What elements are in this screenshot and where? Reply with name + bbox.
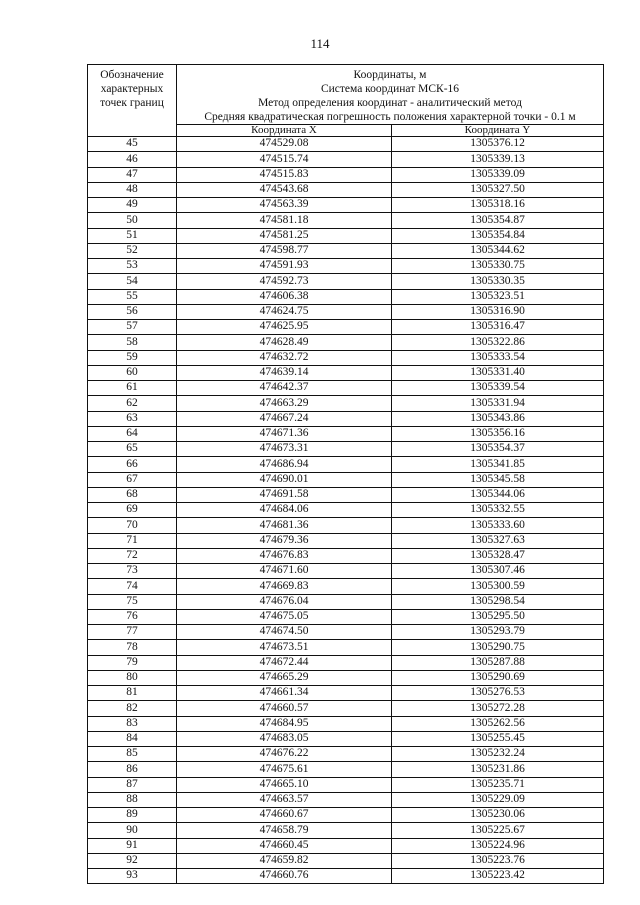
point-id-cell: 82 bbox=[88, 701, 177, 716]
table-row bbox=[88, 228, 604, 243]
table-row bbox=[88, 198, 604, 213]
coord-x-cell: 474673.31 bbox=[177, 442, 392, 457]
coord-y-cell: 1305262.56 bbox=[392, 716, 604, 731]
point-id-cell: 79 bbox=[88, 655, 177, 670]
coord-y-cell: 1305344.62 bbox=[392, 243, 604, 258]
coord-x-cell: 474676.04 bbox=[177, 594, 392, 609]
coord-x-cell: 474581.25 bbox=[177, 228, 392, 243]
points-header-label: Обозначение характерных точек границ bbox=[100, 69, 164, 109]
point-id-cell: 72 bbox=[88, 548, 177, 563]
point-id-cell: 91 bbox=[88, 838, 177, 853]
coord-x-cell: 474598.77 bbox=[177, 243, 392, 258]
coord-x-cell: 474675.61 bbox=[177, 762, 392, 777]
column-header-y: Координата Y bbox=[392, 125, 604, 137]
info-line-units: Координаты, м bbox=[353, 69, 427, 81]
coord-y-cell: 1305290.69 bbox=[392, 670, 604, 685]
table-row bbox=[88, 365, 604, 380]
table-row bbox=[88, 594, 604, 609]
coord-y-cell: 1305316.47 bbox=[392, 320, 604, 335]
table-row bbox=[88, 381, 604, 396]
point-id-cell: 68 bbox=[88, 487, 177, 502]
point-id-cell: 54 bbox=[88, 274, 177, 289]
coord-x-cell: 474673.51 bbox=[177, 640, 392, 655]
page-number: 114 bbox=[310, 36, 330, 51]
coord-x-cell: 474660.45 bbox=[177, 838, 392, 853]
point-id-cell: 75 bbox=[88, 594, 177, 609]
table-row bbox=[88, 670, 604, 685]
table-row bbox=[88, 655, 604, 670]
coord-y-cell: 1305354.87 bbox=[392, 213, 604, 228]
point-id-cell: 45 bbox=[88, 137, 177, 152]
info-line-accuracy: Средняя квадратическая погрешность положения характерной точки - 0.1 м bbox=[204, 111, 576, 123]
point-id-cell: 85 bbox=[88, 747, 177, 762]
coord-x-cell: 474665.29 bbox=[177, 670, 392, 685]
point-id-cell: 66 bbox=[88, 457, 177, 472]
coord-y-cell: 1305327.63 bbox=[392, 533, 604, 548]
point-id-cell: 83 bbox=[88, 716, 177, 731]
table-row bbox=[88, 548, 604, 563]
table-row bbox=[88, 838, 604, 853]
coord-y-cell: 1305225.67 bbox=[392, 823, 604, 838]
point-id-cell: 73 bbox=[88, 564, 177, 579]
table-row bbox=[88, 609, 604, 624]
point-id-cell: 47 bbox=[88, 167, 177, 182]
table-row bbox=[88, 762, 604, 777]
table-row bbox=[88, 808, 604, 823]
point-id-cell: 46 bbox=[88, 152, 177, 167]
coord-y-cell: 1305344.06 bbox=[392, 487, 604, 502]
point-id-cell: 52 bbox=[88, 243, 177, 258]
coord-y-cell: 1305235.71 bbox=[392, 777, 604, 792]
table-row bbox=[88, 716, 604, 731]
coord-x-cell: 474667.24 bbox=[177, 411, 392, 426]
table-row bbox=[88, 442, 604, 457]
table-row bbox=[88, 411, 604, 426]
coord-x-cell: 474679.36 bbox=[177, 533, 392, 548]
table-row bbox=[88, 869, 604, 884]
coord-x-cell: 474660.57 bbox=[177, 701, 392, 716]
coord-x-cell: 474665.10 bbox=[177, 777, 392, 792]
coord-y-cell: 1305287.88 bbox=[392, 655, 604, 670]
point-id-cell: 63 bbox=[88, 411, 177, 426]
coord-x-cell: 474684.95 bbox=[177, 716, 392, 731]
coord-x-cell: 474625.95 bbox=[177, 320, 392, 335]
coordinates-table bbox=[87, 64, 604, 884]
coord-y-cell: 1305323.51 bbox=[392, 289, 604, 304]
table-row bbox=[88, 350, 604, 365]
table-row bbox=[88, 259, 604, 274]
coord-y-cell: 1305345.58 bbox=[392, 472, 604, 487]
point-id-cell: 80 bbox=[88, 670, 177, 685]
coord-y-cell: 1305298.54 bbox=[392, 594, 604, 609]
coordinates-info-header bbox=[177, 65, 604, 125]
table-row bbox=[88, 472, 604, 487]
point-id-cell: 60 bbox=[88, 365, 177, 380]
points-column-header bbox=[88, 65, 177, 137]
coord-y-cell: 1305339.09 bbox=[392, 167, 604, 182]
point-id-cell: 88 bbox=[88, 792, 177, 807]
coord-x-cell: 474690.01 bbox=[177, 472, 392, 487]
table-row bbox=[88, 274, 604, 289]
table-row bbox=[88, 182, 604, 197]
column-header-x: Координата X bbox=[177, 125, 392, 137]
coord-y-cell: 1305255.45 bbox=[392, 731, 604, 746]
point-id-cell: 50 bbox=[88, 213, 177, 228]
point-id-cell: 49 bbox=[88, 198, 177, 213]
coord-y-cell: 1305322.86 bbox=[392, 335, 604, 350]
coord-x-cell: 474606.38 bbox=[177, 289, 392, 304]
point-id-cell: 65 bbox=[88, 442, 177, 457]
coord-x-cell: 474684.06 bbox=[177, 503, 392, 518]
coord-x-cell: 474639.14 bbox=[177, 365, 392, 380]
point-id-cell: 70 bbox=[88, 518, 177, 533]
coord-y-cell: 1305272.28 bbox=[392, 701, 604, 716]
coord-x-cell: 474660.76 bbox=[177, 869, 392, 884]
point-id-cell: 61 bbox=[88, 381, 177, 396]
coord-y-cell: 1305354.84 bbox=[392, 228, 604, 243]
coord-y-cell: 1305224.96 bbox=[392, 838, 604, 853]
coord-x-cell: 474658.79 bbox=[177, 823, 392, 838]
coord-y-cell: 1305300.59 bbox=[392, 579, 604, 594]
coord-x-cell: 474663.29 bbox=[177, 396, 392, 411]
coord-y-cell: 1305232.24 bbox=[392, 747, 604, 762]
coord-y-cell: 1305331.94 bbox=[392, 396, 604, 411]
coord-y-cell: 1305331.40 bbox=[392, 365, 604, 380]
point-id-cell: 81 bbox=[88, 686, 177, 701]
coord-x-cell: 474642.37 bbox=[177, 381, 392, 396]
coord-y-cell: 1305231.86 bbox=[392, 762, 604, 777]
coord-y-cell: 1305327.50 bbox=[392, 182, 604, 197]
table-row bbox=[88, 686, 604, 701]
point-id-cell: 55 bbox=[88, 289, 177, 304]
point-id-cell: 64 bbox=[88, 426, 177, 441]
point-id-cell: 78 bbox=[88, 640, 177, 655]
point-id-cell: 76 bbox=[88, 609, 177, 624]
point-id-cell: 86 bbox=[88, 762, 177, 777]
coord-x-cell: 474628.49 bbox=[177, 335, 392, 350]
coord-x-cell: 474691.58 bbox=[177, 487, 392, 502]
coord-x-cell: 474659.82 bbox=[177, 853, 392, 868]
table-row bbox=[88, 731, 604, 746]
coord-x-cell: 474543.68 bbox=[177, 182, 392, 197]
coord-y-cell: 1305293.79 bbox=[392, 625, 604, 640]
table-row bbox=[88, 823, 604, 838]
point-id-cell: 90 bbox=[88, 823, 177, 838]
point-id-cell: 59 bbox=[88, 350, 177, 365]
table-row bbox=[88, 152, 604, 167]
info-line-method: Метод определения координат - аналитический метод bbox=[258, 97, 522, 109]
table-row bbox=[88, 701, 604, 716]
table-row bbox=[88, 335, 604, 350]
table-row bbox=[88, 792, 604, 807]
coord-x-cell: 474681.36 bbox=[177, 518, 392, 533]
coord-y-cell: 1305318.16 bbox=[392, 198, 604, 213]
coord-y-cell: 1305343.86 bbox=[392, 411, 604, 426]
point-id-cell: 67 bbox=[88, 472, 177, 487]
coord-y-cell: 1305307.46 bbox=[392, 564, 604, 579]
coord-y-cell: 1305328.47 bbox=[392, 548, 604, 563]
coord-x-cell: 474529.08 bbox=[177, 137, 392, 152]
point-id-cell: 69 bbox=[88, 503, 177, 518]
point-id-cell: 57 bbox=[88, 320, 177, 335]
point-id-cell: 53 bbox=[88, 259, 177, 274]
coord-y-cell: 1305223.76 bbox=[392, 853, 604, 868]
coord-x-cell: 474663.57 bbox=[177, 792, 392, 807]
coord-x-cell: 474563.39 bbox=[177, 198, 392, 213]
point-id-cell: 84 bbox=[88, 731, 177, 746]
point-id-cell: 74 bbox=[88, 579, 177, 594]
coord-x-cell: 474592.73 bbox=[177, 274, 392, 289]
coord-x-cell: 474672.44 bbox=[177, 655, 392, 670]
table-row bbox=[88, 533, 604, 548]
coord-y-cell: 1305356.16 bbox=[392, 426, 604, 441]
table-row bbox=[88, 304, 604, 319]
table-row bbox=[88, 487, 604, 502]
coord-x-cell: 474632.72 bbox=[177, 350, 392, 365]
table-row bbox=[88, 457, 604, 472]
table-row bbox=[88, 564, 604, 579]
point-id-cell: 56 bbox=[88, 304, 177, 319]
coord-x-cell: 474676.83 bbox=[177, 548, 392, 563]
coord-x-cell: 474674.50 bbox=[177, 625, 392, 640]
coord-x-cell: 474683.05 bbox=[177, 731, 392, 746]
coord-x-cell: 474671.36 bbox=[177, 426, 392, 441]
coord-x-cell: 474624.75 bbox=[177, 304, 392, 319]
table-row bbox=[88, 640, 604, 655]
coord-x-cell: 474581.18 bbox=[177, 213, 392, 228]
coord-y-cell: 1305223.42 bbox=[392, 869, 604, 884]
point-id-cell: 48 bbox=[88, 182, 177, 197]
coord-x-cell: 474515.83 bbox=[177, 167, 392, 182]
coord-y-cell: 1305230.06 bbox=[392, 808, 604, 823]
point-id-cell: 62 bbox=[88, 396, 177, 411]
table-row bbox=[88, 747, 604, 762]
point-id-cell: 58 bbox=[88, 335, 177, 350]
coord-y-cell: 1305290.75 bbox=[392, 640, 604, 655]
table-row bbox=[88, 243, 604, 258]
coord-y-cell: 1305332.55 bbox=[392, 503, 604, 518]
table-row bbox=[88, 320, 604, 335]
table-row bbox=[88, 289, 604, 304]
coord-x-cell: 474686.94 bbox=[177, 457, 392, 472]
point-id-cell: 77 bbox=[88, 625, 177, 640]
coord-x-cell: 474671.60 bbox=[177, 564, 392, 579]
coord-x-cell: 474669.83 bbox=[177, 579, 392, 594]
coord-x-cell: 474661.34 bbox=[177, 686, 392, 701]
table-row bbox=[88, 396, 604, 411]
table-row bbox=[88, 503, 604, 518]
table-row bbox=[88, 137, 604, 152]
coord-y-cell: 1305316.90 bbox=[392, 304, 604, 319]
coord-x-cell: 474676.22 bbox=[177, 747, 392, 762]
table-row bbox=[88, 167, 604, 182]
point-id-cell: 51 bbox=[88, 228, 177, 243]
point-id-cell: 89 bbox=[88, 808, 177, 823]
table-row bbox=[88, 777, 604, 792]
coord-x-cell: 474591.93 bbox=[177, 259, 392, 274]
coord-x-cell: 474675.05 bbox=[177, 609, 392, 624]
coord-y-cell: 1305276.53 bbox=[392, 686, 604, 701]
coord-y-cell: 1305354.37 bbox=[392, 442, 604, 457]
coord-y-cell: 1305330.35 bbox=[392, 274, 604, 289]
table-row bbox=[88, 426, 604, 441]
coord-x-cell: 474660.67 bbox=[177, 808, 392, 823]
point-id-cell: 92 bbox=[88, 853, 177, 868]
coord-y-cell: 1305333.60 bbox=[392, 518, 604, 533]
point-id-cell: 71 bbox=[88, 533, 177, 548]
coord-y-cell: 1305229.09 bbox=[392, 792, 604, 807]
coord-y-cell: 1305330.75 bbox=[392, 259, 604, 274]
coord-y-cell: 1305295.50 bbox=[392, 609, 604, 624]
point-id-cell: 93 bbox=[88, 869, 177, 884]
table-row bbox=[88, 853, 604, 868]
coord-y-cell: 1305339.54 bbox=[392, 381, 604, 396]
table-row bbox=[88, 579, 604, 594]
coord-y-cell: 1305341.85 bbox=[392, 457, 604, 472]
table-header-row bbox=[88, 65, 604, 125]
coord-y-cell: 1305333.54 bbox=[392, 350, 604, 365]
table-row bbox=[88, 213, 604, 228]
info-line-system: Система координат МСК-16 bbox=[320, 83, 460, 95]
coord-y-cell: 1305376.12 bbox=[392, 137, 604, 152]
point-id-cell: 87 bbox=[88, 777, 177, 792]
coord-y-cell: 1305339.13 bbox=[392, 152, 604, 167]
table-row bbox=[88, 625, 604, 640]
table-row bbox=[88, 518, 604, 533]
coord-x-cell: 474515.74 bbox=[177, 152, 392, 167]
